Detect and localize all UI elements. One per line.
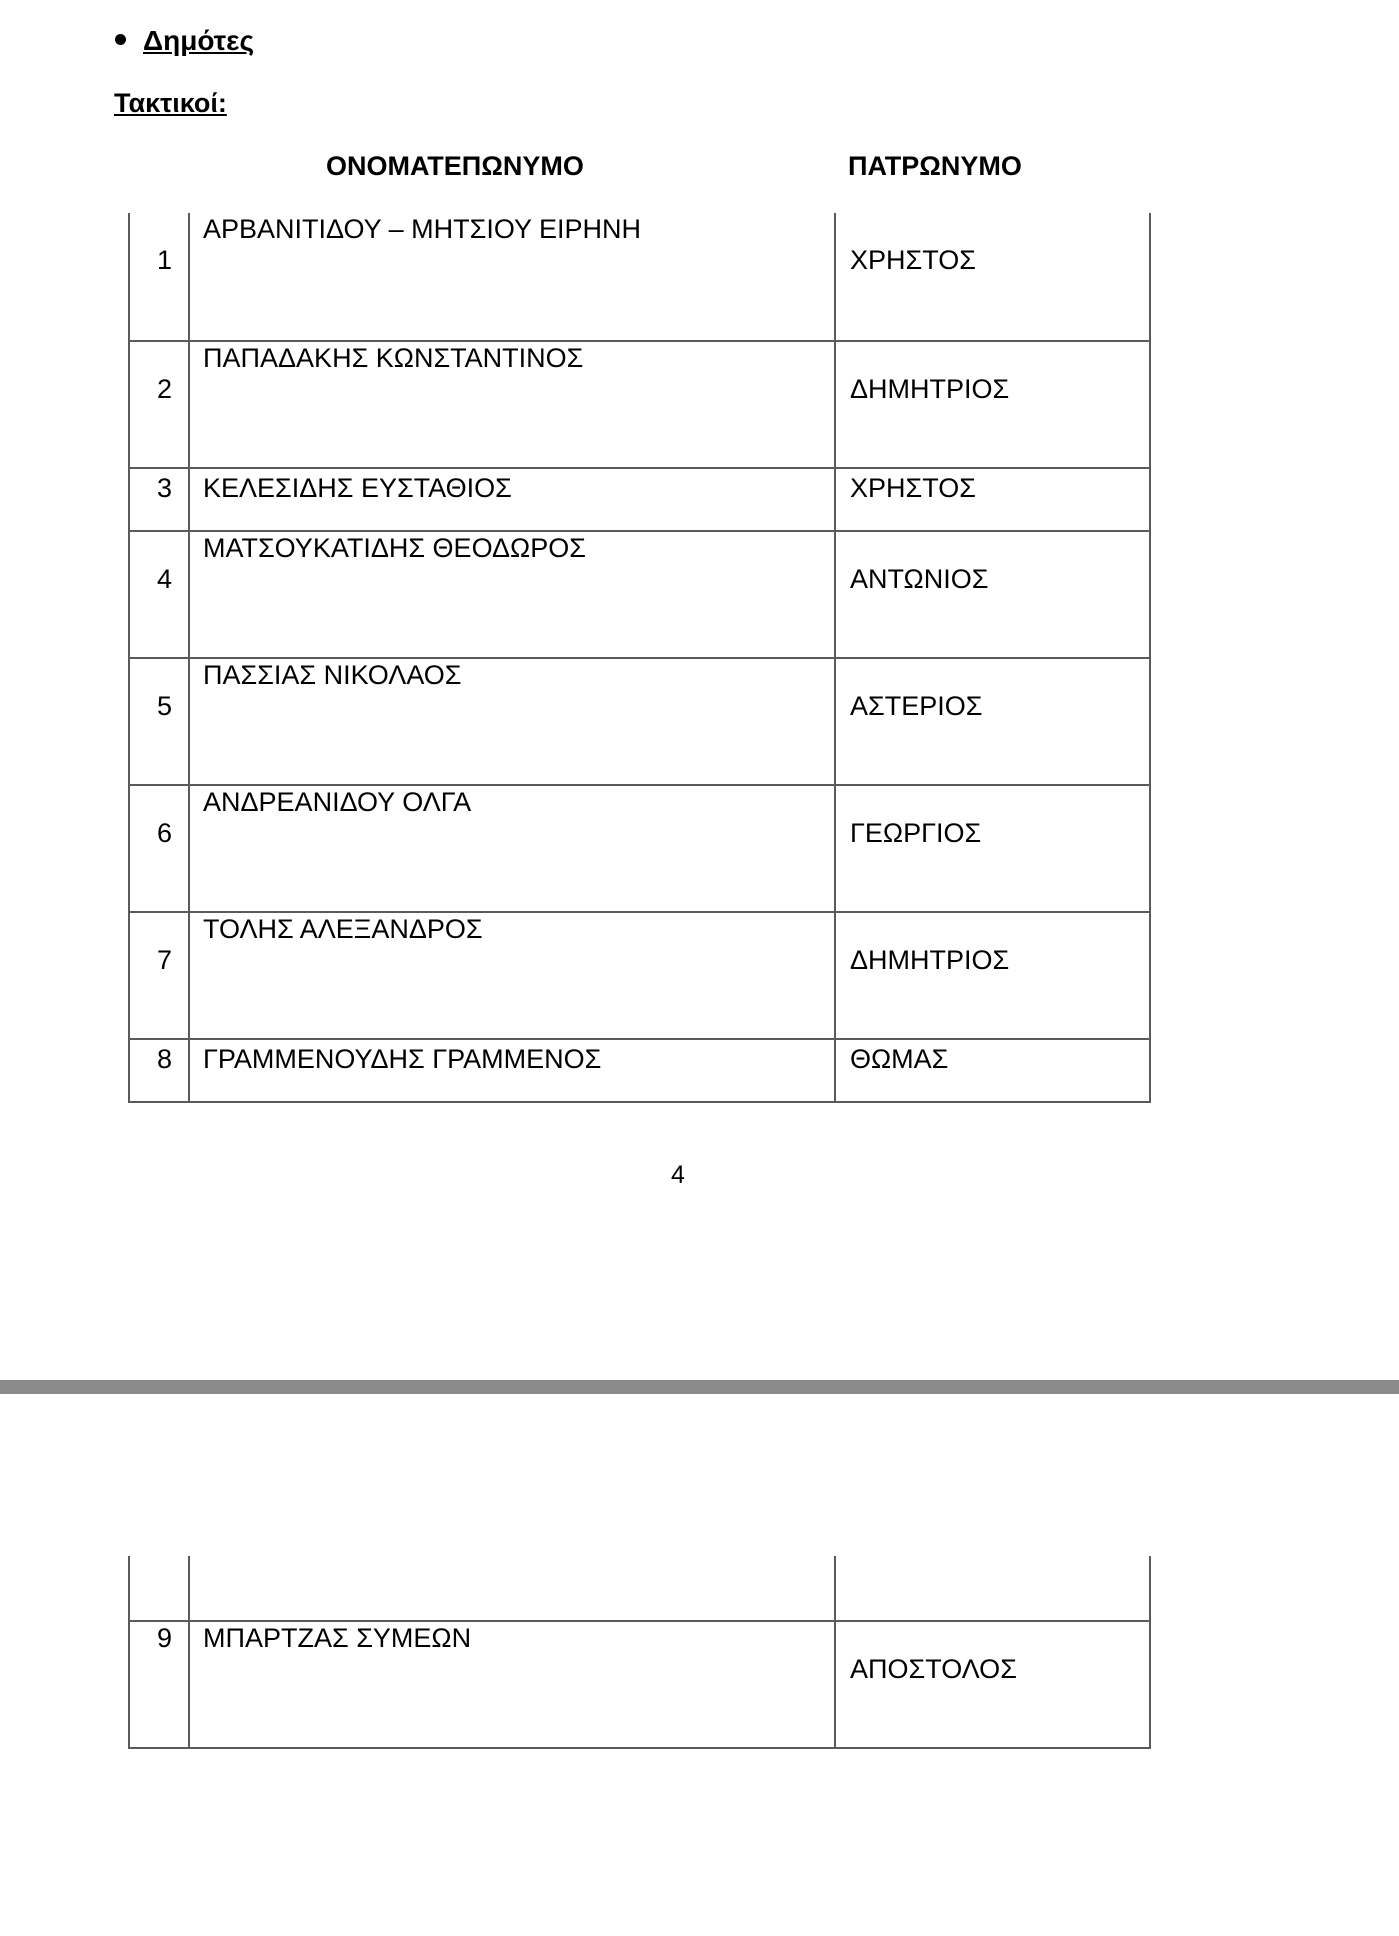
name-cell xyxy=(190,1040,836,1101)
name-cell xyxy=(190,1622,836,1747)
table-row xyxy=(130,340,1149,467)
father-name: ΧΡΗΣΤΟΣ xyxy=(850,473,976,503)
row-number: 9 xyxy=(156,1623,172,1653)
row-number-cell xyxy=(130,213,190,340)
name-cell xyxy=(190,1556,836,1620)
row-number-cell xyxy=(130,913,190,1038)
subsection-title: Τακτικοί: xyxy=(114,88,227,118)
table-row xyxy=(130,1620,1149,1747)
row-number: 3 xyxy=(156,473,172,503)
row-number-cell xyxy=(130,532,190,657)
father-name: ΧΡΗΣΤΟΣ xyxy=(850,245,976,275)
father-cell xyxy=(836,786,1149,911)
name-cell xyxy=(190,786,836,911)
father-name: ΓΕΩΡΓΙΟΣ xyxy=(850,818,982,848)
name-cell xyxy=(190,469,836,530)
father-name: ΑΠΟΣΤΟΛΟΣ xyxy=(850,1654,1017,1684)
name-cell xyxy=(190,342,836,467)
row-number-cell xyxy=(130,1556,190,1620)
name-cell xyxy=(190,659,836,784)
father-name: ΑΝΤΩΝΙΟΣ xyxy=(850,564,989,594)
member-name: ΜΑΤΣΟΥΚΑΤΙΔΗΣ ΘΕΟΔΩΡΟΣ xyxy=(203,533,586,563)
row-number: 6 xyxy=(156,818,172,848)
row-number: 7 xyxy=(156,945,172,975)
father-name: ΔΗΜΗΤΡΙΟΣ xyxy=(850,945,1010,975)
table-row xyxy=(130,530,1149,657)
member-name: ΑΝΔΡΕΑΝΙΔΟΥ ΟΛΓΑ xyxy=(203,787,472,817)
name-cell xyxy=(190,213,836,340)
table-row xyxy=(130,1038,1149,1101)
father-name: ΑΣΤΕΡΙΟΣ xyxy=(850,691,983,721)
column-header-name: ΟΝΟΜΑΤΕΠΩΝΥΜΟ xyxy=(326,151,584,181)
father-cell xyxy=(836,1556,1149,1620)
table-row xyxy=(130,213,1149,340)
member-name: ΠΑΣΣΙΑΣ ΝΙΚΟΛΑΟΣ xyxy=(203,660,462,690)
name-cell xyxy=(190,913,836,1038)
member-name: ΓΡΑΜΜΕΝΟΥΔΗΣ ΓΡΑΜΜΕΝΟΣ xyxy=(203,1044,602,1074)
member-name: ΜΠΑΡΤΖΑΣ ΣΥΜΕΩΝ xyxy=(203,1623,472,1653)
page-number: 4 xyxy=(671,1161,685,1189)
row-number-cell xyxy=(130,786,190,911)
row-number-cell xyxy=(130,1040,190,1101)
table-row xyxy=(130,784,1149,911)
father-name: ΘΩΜΑΣ xyxy=(850,1044,949,1074)
member-name: ΚΕΛΕΣΙΔΗΣ ΕΥΣΤΑΘΙΟΣ xyxy=(203,473,512,503)
page-break-divider xyxy=(0,1380,1399,1394)
members-table xyxy=(128,213,1151,1103)
row-number: 4 xyxy=(156,564,172,594)
row-number: 5 xyxy=(156,691,172,721)
row-number-cell xyxy=(130,342,190,467)
row-number-cell xyxy=(130,469,190,530)
father-cell xyxy=(836,342,1149,467)
table-row xyxy=(130,657,1149,784)
member-name: ΤΟΛΗΣ ΑΛΕΞΑΝΔΡΟΣ xyxy=(203,914,483,944)
row-number-cell xyxy=(130,659,190,784)
member-name: ΠΑΠΑΔΑΚΗΣ ΚΩΝΣΤΑΝΤΙΝΟΣ xyxy=(203,343,584,373)
table-row-empty xyxy=(130,1556,1149,1620)
table-row xyxy=(130,467,1149,530)
father-cell xyxy=(836,532,1149,657)
row-number-cell xyxy=(130,1622,190,1747)
member-name: ΑΡΒΑΝΙΤΙΔΟΥ – ΜΗΤΣΙΟΥ ΕΙΡΗΝΗ xyxy=(203,214,642,244)
father-cell xyxy=(836,913,1149,1038)
bullet-icon xyxy=(115,34,126,45)
father-name: ΔΗΜΗΤΡΙΟΣ xyxy=(850,374,1010,404)
section-title xyxy=(115,24,254,58)
row-number: 8 xyxy=(156,1044,172,1074)
row-number: 2 xyxy=(156,374,172,404)
table-row xyxy=(130,911,1149,1038)
father-cell xyxy=(836,1040,1149,1101)
section-title-text: Δημότες xyxy=(143,25,255,56)
members-table-continued xyxy=(128,1556,1151,1749)
father-cell xyxy=(836,1622,1149,1747)
father-cell xyxy=(836,469,1149,530)
column-header-father: ΠΑΤΡΩΝΥΜΟ xyxy=(848,151,1022,181)
row-number: 1 xyxy=(156,245,172,275)
father-cell xyxy=(836,213,1149,340)
father-cell xyxy=(836,659,1149,784)
name-cell xyxy=(190,532,836,657)
